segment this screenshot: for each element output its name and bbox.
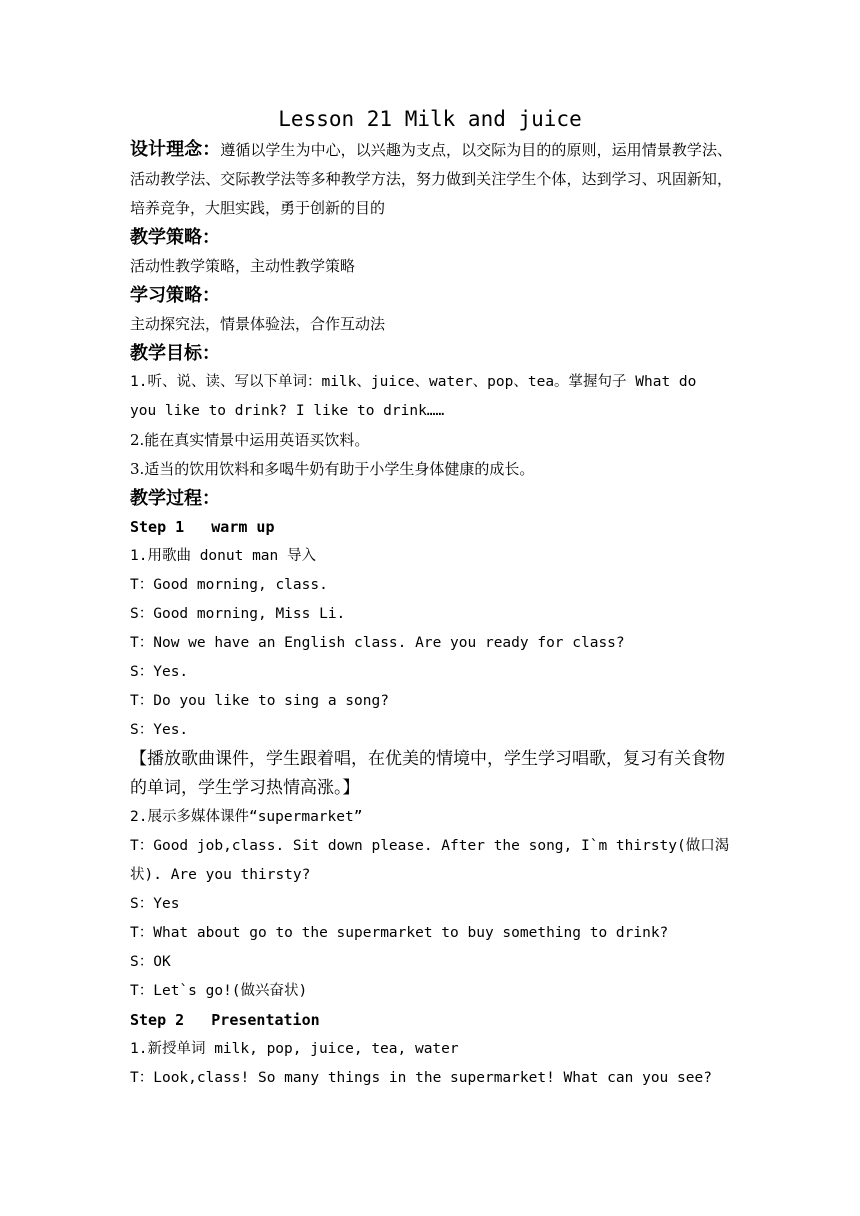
design-concept-text: 遵循以学生为中心，以兴趣为支点，以交际为目的的原则，运用情景教学法、活动教学法、交际教学法等多种教学方法，努力做到关注学生个体，达到学习、巩固新知，培养竞争，大胆实践，勇于创新的目的: [130, 141, 732, 217]
teaching-strategy-text: 活动性教学策略，主动性教学策略: [130, 257, 356, 275]
step-1b-line: T：Good job,class. Sit down please. After the song, I`m thirsty(做口渴: [130, 838, 730, 854]
page-title: Lesson 21 Milk and juice: [278, 107, 582, 131]
design-concept-label: 设计理念：: [130, 139, 221, 160]
teaching-note-line-2: 的单词，学生学习热情高涨。】: [130, 778, 360, 798]
step-1b-line: 状). Are you thirsty?: [130, 867, 311, 883]
step-1b-line: S：OK: [130, 954, 171, 970]
step-1b-line: T：Let`s go!(做兴奋状): [130, 983, 308, 999]
step-1b-line: S：Yes: [130, 896, 180, 912]
step-2-line: 1.新授单词 milk, pop, juice, tea, water: [130, 1041, 459, 1057]
step-1-line: S：Yes.: [130, 722, 189, 738]
step-2-heading: Step 2 Presentation: [130, 1011, 320, 1029]
step-1b-line: 2.展示多媒体课件“supermarket”: [130, 809, 363, 825]
step-1-line: T：Good morning, class.: [130, 577, 328, 593]
step-1-line: T：Do you like to sing a song?: [130, 693, 389, 709]
learning-strategy-text: 主动探究法，情景体验法，合作互动法: [130, 315, 386, 333]
process-heading: 教学过程：: [130, 488, 220, 509]
teaching-note-line-1: 【播放歌曲课件，学生跟着唱，在优美的情境中，学生学习唱歌，复习有关食物: [130, 749, 725, 769]
step-1-line: T：Now we have an English class. Are you ready for class?: [130, 635, 625, 651]
step-1b-line: T：What about go to the supermarket to buy something to drink?: [130, 925, 669, 941]
objective-item-3: 3.适当的饮用饮料和多喝牛奶有助于小学生身体健康的成长。: [130, 460, 535, 478]
objective-item-1-line-2: you like to drink? I like to drink……: [130, 403, 445, 419]
step-1-heading: Step 1 warm up: [130, 518, 275, 536]
step-1-line: S：Yes.: [130, 664, 189, 680]
objective-item-2: 2.能在真实情景中运用英语买饮料。: [130, 431, 370, 449]
objective-item-1-line-1: 1.听、说、读、写以下单词：milk、juice、water、pop、tea。掌握句子 What do: [130, 374, 697, 390]
teaching-strategy-heading: 教学策略：: [130, 227, 220, 248]
document-body: [130, 135, 732, 1093]
learning-strategy-heading: 学习策略：: [130, 285, 220, 306]
step-1-line: S：Good morning, Miss Li.: [130, 606, 346, 622]
step-1-line: 1.用歌曲 donut man 导入: [130, 548, 316, 564]
objectives-heading: 教学目标：: [130, 343, 220, 364]
step-2-line: T：Look,class! So many things in the supermarket! What can you see?: [130, 1070, 712, 1086]
design-concept-paragraph: [130, 135, 732, 223]
